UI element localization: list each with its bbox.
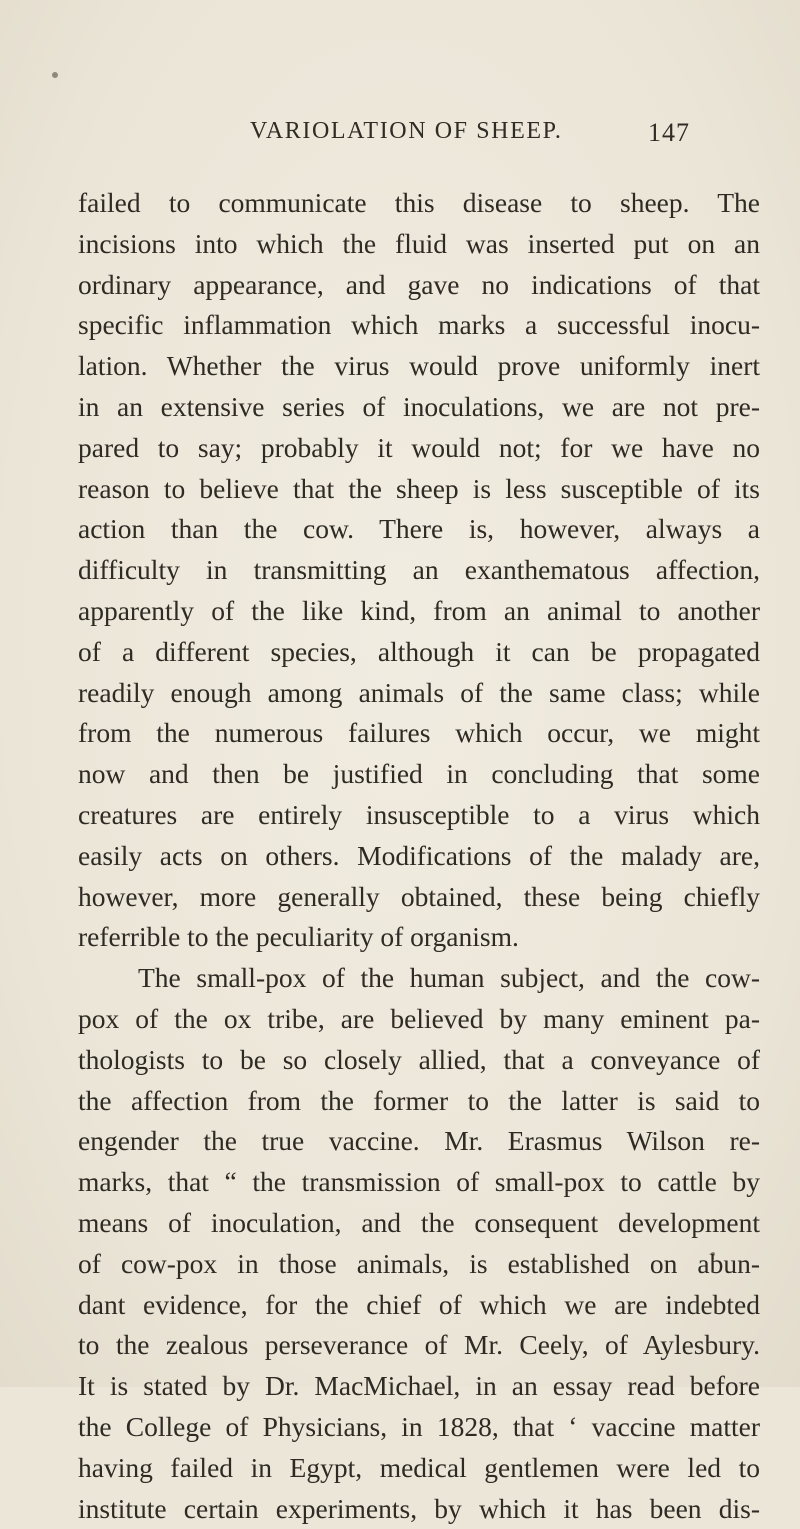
text-line: creatures are entirely insusceptible to a virus which — [78, 795, 760, 836]
text-line: means of inoculation, and the consequent development — [78, 1203, 760, 1244]
text-line: readily enough among animals of the same class; while — [78, 673, 760, 714]
running-title: VARIOLATION OF SHEEP. — [250, 118, 563, 145]
running-head — [250, 118, 690, 150]
text-line: reason to believe that the sheep is less susceptible of its — [78, 469, 760, 510]
text-line: the College of Physicians, in 1828, that ‘ vaccine matter — [78, 1407, 760, 1448]
text-line: apparently of the like kind, from an animal to another — [78, 591, 760, 632]
text-line-paragraph-end: referrible to the peculiarity of organism. — [78, 917, 760, 958]
text-line: from the numerous failures which occur, we might — [78, 713, 760, 754]
text-line: thologists to be so closely allied, that a conveyance of — [78, 1040, 760, 1081]
text-line: pared to say; probably it would not; for we have no — [78, 428, 760, 469]
text-line-paragraph-start: The small-pox of the human subject, and the cow- — [78, 958, 760, 999]
text-line: easily acts on others. Modifications of the malady are, — [78, 836, 760, 877]
body-text — [78, 183, 760, 1529]
text-line: however, more generally obtained, these being chiefly — [78, 877, 760, 918]
text-line: It is stated by Dr. MacMichael, in an essay read before — [78, 1366, 760, 1407]
text-line: institute certain experiments, by which it has been dis- — [78, 1489, 760, 1529]
text-line: engender the true vaccine. Mr. Erasmus Wilson re- — [78, 1121, 760, 1162]
text-line: of a different species, although it can be propagated — [78, 632, 760, 673]
text-line: in an extensive series of inoculations, we are not pre- — [78, 387, 760, 428]
page-number: 147 — [648, 118, 690, 148]
text-line: lation. Whether the virus would prove uniformly inert — [78, 346, 760, 387]
text-line: of cow-pox in those animals, is established on abun- — [78, 1244, 760, 1285]
text-line: dant evidence, for the chief of which we are indebted — [78, 1285, 760, 1326]
text-line: failed to communicate this disease to sheep. The — [78, 183, 760, 224]
text-line: having failed in Egypt, medical gentlemen were led to — [78, 1448, 760, 1489]
text-line: ordinary appearance, and gave no indications of that — [78, 265, 760, 306]
text-line: specific inflammation which marks a successful inocu- — [78, 305, 760, 346]
text-line: incisions into which the fluid was inserted put on an — [78, 224, 760, 265]
paper-speck — [52, 72, 58, 78]
text-line: pox of the ox tribe, are believed by many eminent pa- — [78, 999, 760, 1040]
text-line: to the zealous perseverance of Mr. Ceely, of Aylesbury. — [78, 1325, 760, 1366]
text-line: now and then be justified in concluding that some — [78, 754, 760, 795]
text-line: marks, that “ the transmission of small-pox to cattle by — [78, 1162, 760, 1203]
text-line: difficulty in transmitting an exanthematous affection, — [78, 550, 760, 591]
text-line: the affection from the former to the latter is said to — [78, 1081, 760, 1122]
text-line: action than the cow. There is, however, always a — [78, 509, 760, 550]
